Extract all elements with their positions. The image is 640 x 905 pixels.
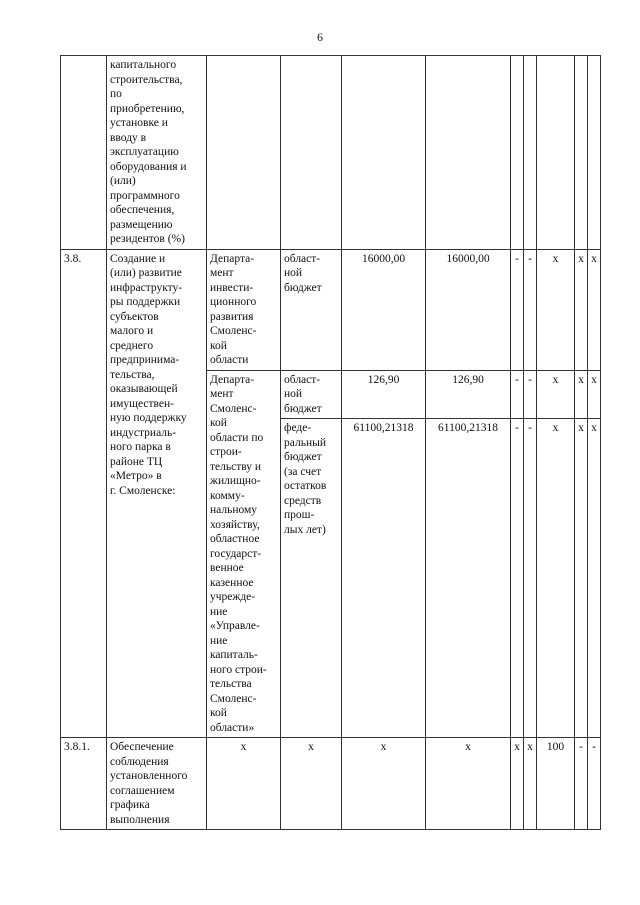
cell-number: 3.8.1. [61, 738, 107, 830]
cell-total [342, 56, 426, 250]
cell-total: 126,90 [342, 370, 426, 419]
cell-c2: - [524, 419, 537, 738]
cell-c1: - [511, 249, 524, 370]
cell-year1: 16000,00 [426, 249, 511, 370]
cell-c3: x [537, 419, 575, 738]
cell-number [61, 56, 107, 250]
cell-total: 16000,00 [342, 249, 426, 370]
cell-c4: x [575, 249, 588, 370]
cell-total: 61100,21318 [342, 419, 426, 738]
cell-source [281, 56, 342, 250]
table-row-3-8-a [61, 249, 601, 370]
cell-c5: x [588, 419, 601, 738]
cell-description: капитального строительства, по приобретению, установке и вводу в эксплуатацию оборудования и (или) программного обеспечения, размещению резидентов (%) [107, 56, 207, 250]
table-row-continuation [61, 56, 601, 250]
cell-description: Создание и (или) развитие инфраструкту- ры поддержки субъектов малого и среднего предпринима- тельства, оказывающей имуществен- ную поддержку индустриаль- ного парка в районе ТЦ «Метро» в г. Смоленске: [107, 249, 207, 738]
cell-c3: 100 [537, 738, 575, 830]
cell-total: x [342, 738, 426, 830]
cell-c2: - [524, 370, 537, 419]
cell-c2 [524, 56, 537, 250]
cell-c1: x [511, 738, 524, 830]
cell-c5: x [588, 249, 601, 370]
cell-year1: x [426, 738, 511, 830]
cell-c1: - [511, 370, 524, 419]
cell-c3: x [537, 370, 575, 419]
cell-c4: x [575, 370, 588, 419]
cell-source: област- ной бюджет [281, 249, 342, 370]
cell-c2: - [524, 249, 537, 370]
cell-executor: Департа- мент Смоленс- кой области по строи- тельству и жилищно- комму- нальному хозяйству, областное государст- венное казенное учрежде- ние «Управле- ние капиталь- ного строи- тельства Смоленс- кой области» [207, 370, 281, 738]
cell-c2: x [524, 738, 537, 830]
cell-c3 [537, 56, 575, 250]
cell-executor [207, 56, 281, 250]
table-row-3-8-1 [61, 738, 601, 830]
cell-c5: x [588, 370, 601, 419]
cell-c5: - [588, 738, 601, 830]
cell-source: x [281, 738, 342, 830]
cell-year1 [426, 56, 511, 250]
cell-c4: x [575, 419, 588, 738]
program-table [60, 55, 601, 830]
cell-c3: x [537, 249, 575, 370]
page-number: 6 [317, 30, 323, 44]
cell-executor: x [207, 738, 281, 830]
cell-c4: - [575, 738, 588, 830]
cell-description: Обеспечение соблюдения установленного соглашением графика выполнения [107, 738, 207, 830]
cell-c5 [588, 56, 601, 250]
cell-c1 [511, 56, 524, 250]
cell-c1: - [511, 419, 524, 738]
cell-c4 [575, 56, 588, 250]
cell-year1: 126,90 [426, 370, 511, 419]
cell-source: област- ной бюджет [281, 370, 342, 419]
cell-number: 3.8. [61, 249, 107, 738]
cell-source: феде- ральный бюджет (за счет остатков средств прош- лых лет) [281, 419, 342, 738]
cell-year1: 61100,21318 [426, 419, 511, 738]
cell-executor: Департа- мент инвести- ционного развития Смоленс- кой области [207, 249, 281, 370]
